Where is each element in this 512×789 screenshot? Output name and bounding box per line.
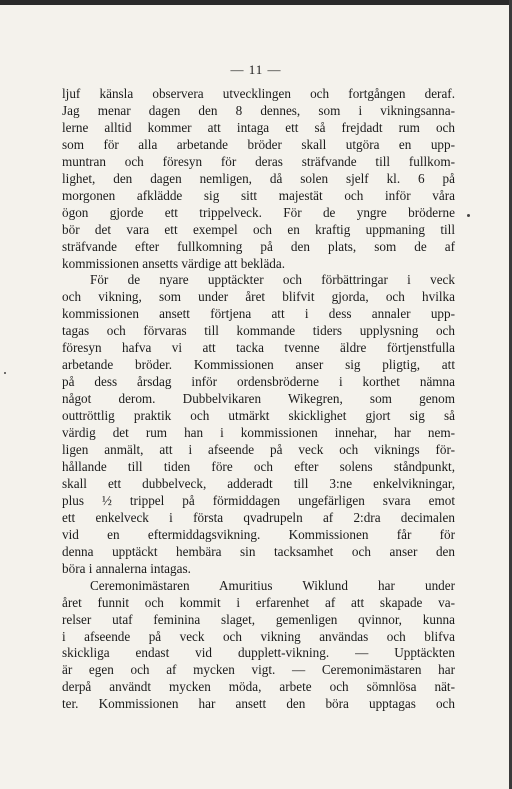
text-line: sträfvande efter fullkomning på den plats, som de af	[62, 238, 455, 254]
text-line: kommissionen ansetts värdige att bekläda.	[62, 255, 286, 271]
text-line: i afseende på veck och vikning användas och blifva	[62, 628, 455, 644]
text-line: värdig det rum han i kommissionen innehar, har nem-	[62, 425, 455, 441]
text-line: något derom. Dubbelvikaren Wikegren, som genom	[62, 391, 455, 407]
text-line: hållande till tiden före och efter solens ståndpunkt,	[62, 458, 455, 474]
text-line: skall ett dubbelveck, adderadt till 3:ne enkelvikningar,	[62, 475, 455, 491]
text-line: tagas och förvaras till kommande tiders upplysning och	[62, 323, 455, 339]
text-line: är egen och af mycken vigt. — Ceremonimästaren har	[62, 662, 455, 678]
text-line: För de nyare upptäckter och förbättringar i veck	[90, 272, 455, 288]
ink-speck	[467, 214, 470, 217]
text-line: lighet, den dagen nemligen, då solen sjelf kl. 6 på	[62, 170, 455, 186]
text-line: kommissionen ansett förtjena att i dess annaler upp-	[62, 306, 455, 322]
text-line: lerne alltid kommer att intaga ett så frejdadt rum och	[62, 119, 455, 135]
text-line: relser utaf feminina slaget, gemenligen qvinnor, kunna	[62, 611, 455, 627]
text-line: derpå användt mycken möda, arbete och sömnlösa nät-	[62, 679, 455, 695]
text-line: på dess årsdag inför ordensbröderne i korthet nämna	[62, 374, 455, 390]
page-number: — 11 —	[230, 62, 282, 77]
text-line: plus ½ trippel på förmiddagen ungefärligen svara emot	[62, 492, 455, 508]
text-line: ter. Kommissionen har ansett den böra upptagas och	[62, 696, 455, 712]
text-line: och vikning, som under året blifvit gjorda, och hvilka	[62, 289, 455, 305]
text-line: arbetande bröder. Kommissionen anser sig pligtig, att	[62, 357, 455, 373]
text-line: outtröttlig praktik och utmärkt skicklighet gjort sig så	[62, 408, 455, 424]
body-text	[62, 86, 455, 713]
text-line: året funnit och kommit i erfarenhet af att skapade va-	[62, 594, 455, 610]
text-line: skickliga endast vid dupplett-vikning. — Upptäckten	[62, 645, 455, 661]
text-line: bör det vara ett exempel och en kraftig uppmaning till	[62, 221, 455, 237]
text-line: ett enkelveck i första qvadrupeln af 2:dra decimalen	[62, 509, 455, 525]
text-line: muntran och föresyn för deras sträfvande till fullkom-	[62, 153, 455, 169]
text-line: denna upptäckt hembära sin tacksamhet och anser den	[62, 543, 455, 559]
text-line: Ceremonimästaren Amuritius Wiklund har under	[90, 577, 455, 593]
text-line: böra i annalerna intagas.	[62, 560, 191, 576]
text-line: Jag menar dagen den 8 dennes, som i vikningsanna-	[62, 102, 455, 118]
ink-speck	[4, 372, 6, 374]
text-line: som för alla arbetande bröder skall utgöra en upp-	[62, 136, 455, 152]
text-line: morgonen afklädde sig sitt majestät och inför våra	[62, 187, 455, 203]
text-line: ögon gjorde ett trippelveck. För de yngre bröderne	[62, 204, 455, 220]
page-top-edge	[0, 0, 512, 5]
text-line: föresyn hafva vi att tacka tvenne äldre förtjenstfulla	[62, 340, 455, 356]
text-line: vid en eftermiddagsvikning. Kommissionen får för	[62, 526, 455, 542]
text-line: ligen anmält, att i afseende på veck och viknings för-	[62, 442, 455, 458]
text-line: ljuf känsla observera utvecklingen och fortgången deraf.	[62, 86, 455, 101]
